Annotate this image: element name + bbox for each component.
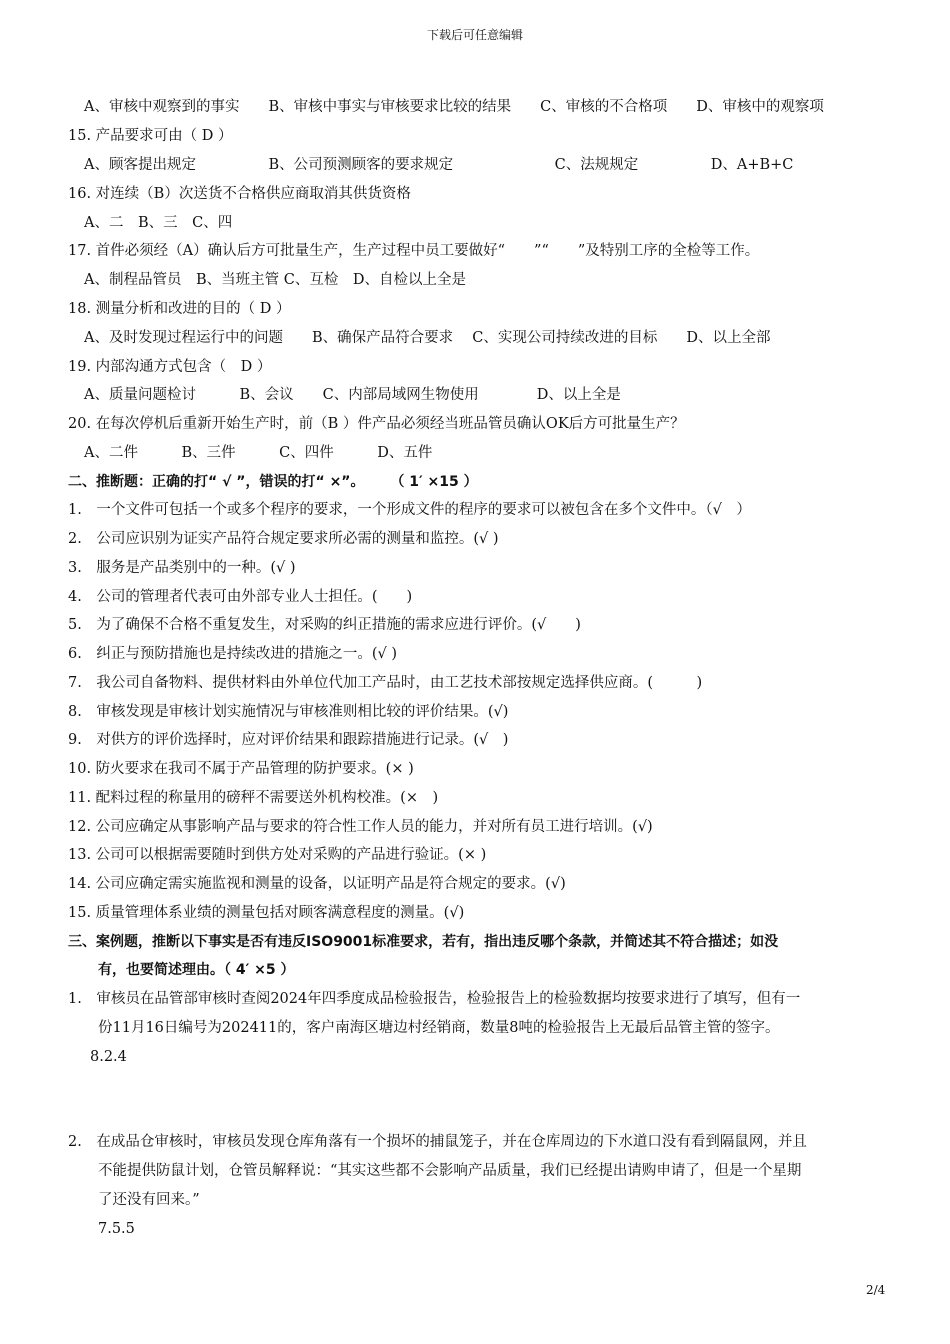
text-line: 18. 测量分析和改进的目的（ D ）	[68, 301, 291, 317]
text-line: 1. 一个文件可包括一个或多个程序的要求，一个形成文件的程序的要求可以被包含在多个文件中。（√ ）	[68, 502, 751, 518]
text-line: 3. 服务是产品类别中的一种。(√ )	[68, 560, 296, 576]
text-line: 2. 公司应识别为证实产品符合规定要求所必需的测量和监控。(√ )	[68, 531, 499, 547]
text-line: 份11月16日编号为202411的，客户南海区塘边村经销商，数量8吨的检验报告上无最后品管主管的签字。	[98, 1020, 780, 1036]
text-line: 7. 我公司自备物料、提供材料由外单位代加工产品时，由工艺技术部按规定选择供应商。( )	[68, 675, 703, 691]
page-header: 下载后可任意编辑	[426, 28, 523, 42]
text-line: A、及时发现过程运行中的问题 B、确保产品符合要求 C、实现公司持续改进的目标 D、以上全部	[84, 330, 771, 346]
text-line: 13. 公司可以根据需要随时到供方处对采购的产品进行验证。(× )	[68, 847, 487, 863]
text-line: A、二件 B、三件 C、四件 D、五件	[84, 445, 433, 461]
text-line: 19. 内部沟通方式包含（ D ）	[68, 359, 272, 375]
section-heading: 有，也要简述理由。（ 4′ ×5 ）	[98, 962, 295, 978]
text-line: 7.5.5	[98, 1221, 135, 1237]
text-line: 8. 审核发现是审核计划实施情况与审核准则相比较的评价结果。(√)	[68, 704, 509, 720]
text-line: 6. 纠正与预防措施也是持续改进的措施之一。(√ )	[68, 646, 397, 662]
text-line: A、质量问题检讨 B、会议 C、内部局域网生物使用 D、以上全是	[84, 387, 621, 403]
section-heading: 三、案例题，推断以下事实是否有违反ISO9001标准要求，若有，指出违反哪个条款，并简述其不符合描述；如没	[68, 934, 779, 950]
text-line: 9. 对供方的评价选择时，应对评价结果和跟踪措施进行记录。(√ )	[68, 732, 509, 748]
text-line: 10. 防火要求在我司不属于产品管理的防护要求。(× )	[68, 761, 414, 777]
text-line: 2. 在成品仓审核时，审核员发现仓库角落有一个损坏的捕鼠笼子，并在仓库周边的下水道口没有看到隔鼠网，并且	[68, 1134, 807, 1150]
text-line: 11. 配料过程的称量用的磅秤不需要送外机构校准。(× )	[68, 790, 439, 806]
page-number: 2/4	[866, 1283, 886, 1297]
text-line: 1. 审核员在品管部审核时查阅2024年四季度成品检验报告，检验报告上的检验数据均按要求进行了填写，但有一	[68, 991, 801, 1007]
text-line: 4. 公司的管理者代表可由外部专业人士担任。( )	[68, 589, 413, 605]
text-line: 了还没有回来。”	[98, 1192, 200, 1208]
text-line: 5. 为了确保不合格不重复发生，对采购的纠正措施的需求应进行评价。(√ )	[68, 617, 581, 633]
text-line: 15. 质量管理体系业绩的测量包括对顾客满意程度的测量。(√)	[68, 905, 465, 921]
text-line: A、制程品管员 B、当班主管 C、互检 D、自检以上全是	[84, 272, 466, 288]
section-heading: 二、推断题：正确的打“ √ ”，错误的打“ ×”。 （ 1′ ×15 ）	[68, 474, 478, 490]
text-line: 20. 在每次停机后重新开始生产时，前（B ）件产品必须经当班品管员确认OK后方可批量生产？	[68, 416, 685, 432]
text-line: 12. 公司应确定从事影响产品与要求的符合性工作人员的能力，并对所有员工进行培训。(√)	[68, 819, 653, 835]
text-line: 不能提供防鼠计划，仓管员解释说：“其实这些都不会影响产品质量，我们已经提出请购申请了，但是一个星期	[98, 1163, 802, 1179]
text-line: A、二 B、三 C、四	[84, 215, 233, 231]
text-line: A、审核中观察到的事实 B、审核中事实与审核要求比较的结果 C、审核的不合格项 D、审核中的观察项	[84, 99, 824, 115]
text-line: 15. 产品要求可由（ D ）	[68, 128, 233, 144]
text-line: 14. 公司应确定需实施监视和测量的设备，以证明产品是符合规定的要求。(√)	[68, 876, 566, 892]
text-line: 8.2.4	[90, 1049, 127, 1065]
text-line: 17. 首件必须经（A）确认后方可批量生产，生产过程中员工要做好“ ”“ ”及特别工序的全检等工作。	[68, 243, 760, 259]
text-line: A、顾客提出规定 B、公司预测顾客的要求规定 C、法规规定 D、A+B+C	[84, 157, 794, 173]
text-line: 16. 对连续（B）次送货不合格供应商取消其供货资格	[68, 186, 411, 202]
